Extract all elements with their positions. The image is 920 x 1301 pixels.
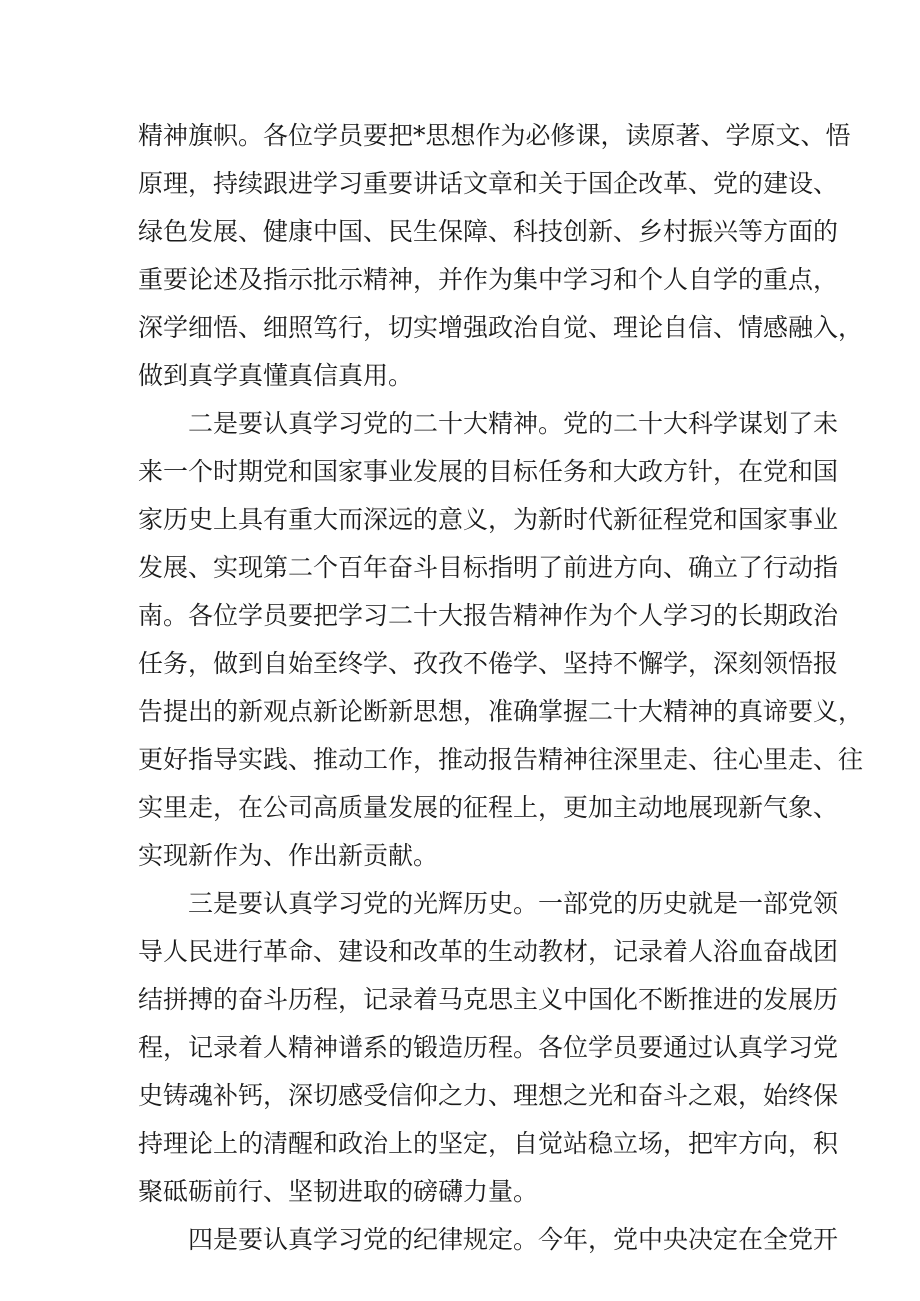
- text-line: 深学细悟、细照笃行，切实增强政治自觉、理论自信、情感融入，: [138, 313, 864, 342]
- text-line: 告提出的新观点新论断新思想，准确掌握二十大精神的真谛要义，: [138, 697, 864, 726]
- text-line: 绿色发展、健康中国、民生保障、科技创新、乡村振兴等方面的: [138, 217, 839, 246]
- text-line: 导人民进行革命、建设和改革的生动教材，记录着人浴血奋战团: [138, 937, 839, 966]
- text-line: 家历史上具有重大而深远的意义，为新时代新征程党和国家事业: [138, 505, 839, 534]
- text-line: 更好指导实践、推动工作，推动报告精神往深里走、往心里走、往: [138, 745, 864, 774]
- paragraph-4: [138, 1216, 839, 1264]
- text-line: 史铸魂补钙，深切感受信仰之力、理想之光和奋斗之艰，始终保: [138, 1081, 839, 1110]
- text-line: 三是要认真学习党的光辉历史。一部党的历史就是一部党领: [188, 889, 839, 918]
- paragraph-1: [138, 112, 864, 400]
- text-line: 实现新作为、作出新贡献。: [138, 841, 439, 870]
- text-line: 精神旗帜。各位学员要把*思想作为必修课，读原著、学原文、悟: [138, 121, 851, 150]
- text-line: 持理论上的清醒和政治上的坚定，自觉站稳立场，把牢方向，积: [138, 1129, 839, 1158]
- text-line: 程，记录着人精神谱系的锻造历程。各位学员要通过认真学习党: [138, 1033, 839, 1062]
- text-line: 实里走，在公司高质量发展的征程上，更加主动地展现新气象、: [138, 793, 839, 822]
- text-line: 二是要认真学习党的二十大精神。党的二十大科学谋划了未: [188, 409, 839, 438]
- text-line: 聚砥砺前行、坚韧进取的磅礴力量。: [138, 1177, 539, 1206]
- text-line: 做到真学真懂真信真用。: [138, 361, 414, 390]
- paragraph-2: [138, 400, 864, 880]
- text-line: 任务，做到自始至终学、孜孜不倦学、坚持不懈学，深刻领悟报: [138, 649, 839, 678]
- paragraph-3: [138, 880, 839, 1216]
- text-line: 重要论述及指示批示精神，并作为集中学习和个人自学的重点，: [138, 265, 839, 294]
- text-line: 四是要认真学习党的纪律规定。今年，党中央决定在全党开: [188, 1225, 839, 1254]
- document-body: [138, 112, 864, 1264]
- text-line: 发展、实现第二个百年奋斗目标指明了前进方向、确立了行动指: [138, 553, 839, 582]
- text-line: 来一个时期党和国家事业发展的目标任务和大政方针，在党和国: [138, 457, 839, 486]
- text-line: 结拼搏的奋斗历程，记录着马克思主义中国化不断推进的发展历: [138, 985, 839, 1014]
- text-line: 南。各位学员要把学习二十大报告精神作为个人学习的长期政治: [138, 601, 839, 630]
- text-line: 原理，持续跟进学习重要讲话文章和关于国企改革、党的建设、: [138, 169, 839, 198]
